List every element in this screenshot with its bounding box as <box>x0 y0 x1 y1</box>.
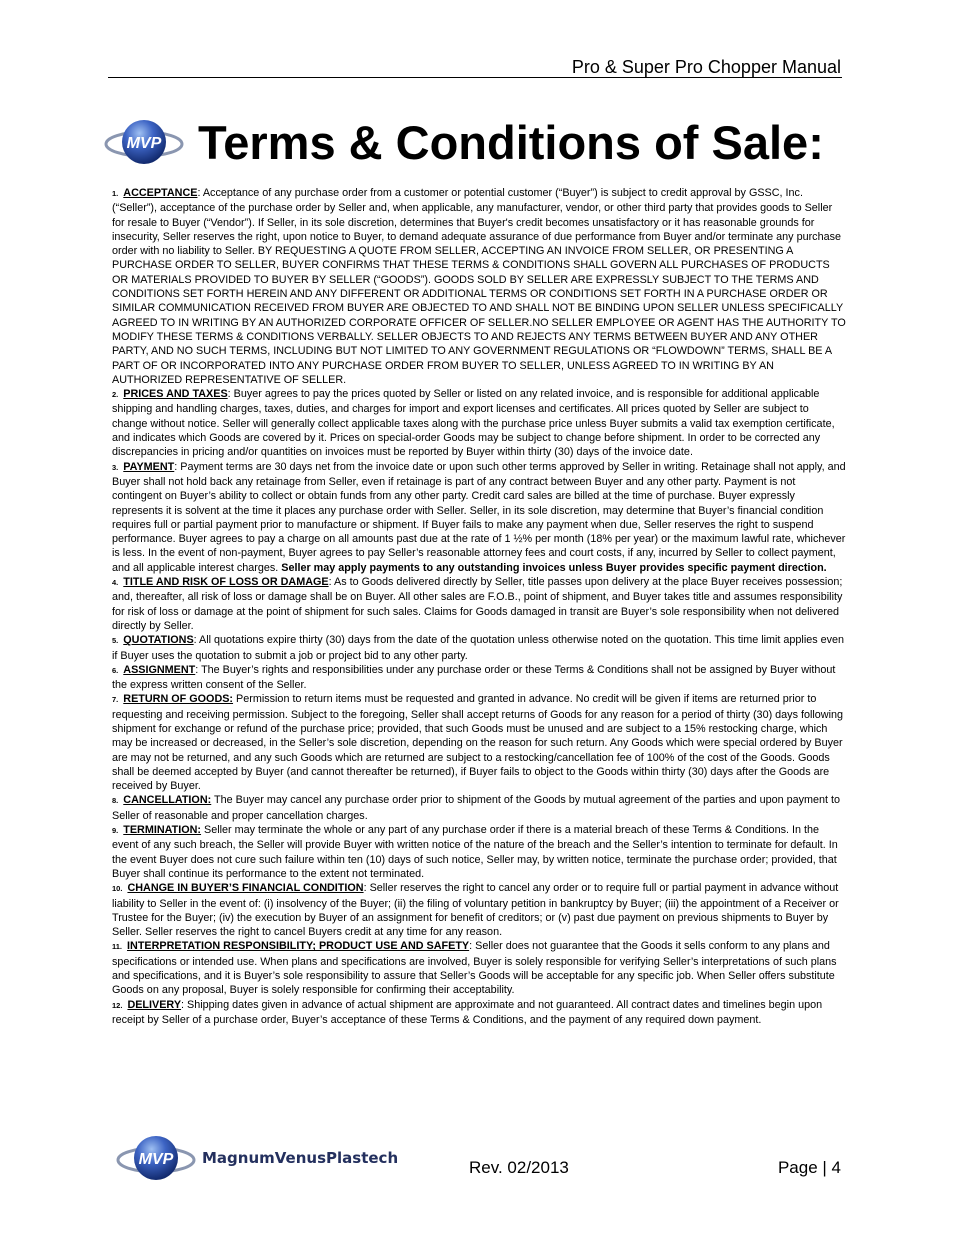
term-item <box>112 663 846 693</box>
term-body: All quotations expire thirty (30) days from the date of the quotation unless otherwise noted on the quotation. This time limit applies even if Buyer uses the quotation to submit a job or project bid to any other party. <box>112 634 845 662</box>
term-item <box>112 387 846 459</box>
term-separator: : <box>193 634 200 647</box>
term-heading: RETURN OF GOODS: <box>123 693 234 706</box>
term-number: 12. <box>112 1000 123 1010</box>
term-heading: INTERPRETATION RESPONSIBILITY; PRODUCT USE AND SAFETY <box>127 940 470 953</box>
term-separator: : <box>174 460 181 473</box>
term-number: 1. <box>112 189 119 198</box>
title-row <box>104 112 824 172</box>
term-number: 11. <box>112 942 123 952</box>
term-body: Seller reserves the right to cancel any order or to require full or partial payment in advance without liability to Seller in the event of: (i) insolvency of the Buyer; (ii) the filing of voluntary petition in bankruptcy by Buyer; (iii) the appointment of a Receiver or Trustee for the Buyer; (iv) the execution by Buyer of an assignment for benefit of creditors; or (v) past due payment on previous shipments to Buyer by Seller. Seller reserves the right to cancel Buyers credit at any time for any reason. <box>112 882 839 939</box>
term-body: Buyer agrees to pay the prices quoted by Seller or listed on any related invoice, and is responsible for additional applicable shipping and handling charges, taxes, duties, and charges for import and export licenses and certificates. All prices quoted by Seller are subject to change without notice. Seller will generally collect applicable taxes along with the purchase price unless Buyer submits a valid tax exemption certificate, and indicates which Goods are covered by it. Prices on special-order Goods may be subject to change before shipment. In order to be corrected any discrepancies in pricing and/or quantities on invoices must be reported by Buyer within thirty (30) days of the invoice date. <box>112 388 835 459</box>
term-body: The Buyer’s rights and responsibilities under any purchase order or these Terms & Conditions shall not be assigned by Buyer without the express written consent of the Seller. <box>112 663 836 692</box>
term-body: Seller may terminate the whole or any part of any purchase order if there is a material breach of these Terms & Conditions. In the event of any such breach, the Seller will provide Buyer with written notice of the nature of the breach and the Seller’s intention to terminate for default. In the event Buyer does not cure such failure within ten (10) days of such notice, Seller may, by written notice, terminate the purchase order; provided, that Buyer shall continue its performance to the extent not terminated. <box>112 824 838 880</box>
logo-text: MVP <box>126 135 162 152</box>
terms-list <box>112 186 846 1027</box>
footer-brand: MagnumVenusPlastech <box>202 1149 399 1167</box>
term-number: 8. <box>112 796 119 806</box>
term-separator: : <box>195 663 202 676</box>
term-body: The Buyer may cancel any purchase order prior to shipment of the Goods by mutual agreement of the parties and upon payment to Seller of reasonable and proper cancellation charges. <box>112 794 841 822</box>
term-number: 2. <box>112 390 119 400</box>
term-heading: ACCEPTANCE <box>123 187 198 199</box>
term-item <box>112 939 846 997</box>
term-item <box>112 186 846 387</box>
term-separator: : <box>227 388 234 401</box>
term-number: 3. <box>112 462 119 472</box>
mvp-logo-icon <box>104 117 186 167</box>
term-separator: : <box>197 187 203 199</box>
manual-title: Pro & Super Pro Chopper Manual <box>571 57 841 77</box>
footer-logo-text: MVP <box>138 1151 174 1168</box>
term-item <box>112 823 846 881</box>
term-number: 6. <box>112 665 119 675</box>
footer-page-number: Page | 4 <box>777 1158 841 1177</box>
term-item <box>112 633 846 663</box>
footer-logo <box>116 1133 398 1183</box>
footer-revision: Rev. 02/2013 <box>469 1158 569 1177</box>
term-number: 4. <box>112 578 119 588</box>
term-item <box>112 575 846 633</box>
term-number: 10. <box>112 884 123 894</box>
term-body: As to Goods delivered directly by Seller, title passes upon delivery at the place Buyer receives possession; and, thereafter, all risk of loss or damage shall be on Buyer. All other sales are F.O.B., point of shipment, and Buyer takes title and assumes responsibility for risk of loss or damage at the point of shipment for such sales. Claims for Goods damaged in transit are Buyer’s sole responsibility when not delivered directly by Seller. <box>112 576 843 632</box>
term-heading: CANCELLATION: <box>123 794 212 807</box>
term-number: 7. <box>112 695 119 705</box>
term-item <box>112 793 846 823</box>
term-body: Payment terms are 30 days net from the invoice date or upon such other terms approved by Seller in writing. Retainage shall not apply, and Buyer shall not hold back any retainage from Seller, even if retainage is part of any contract between Buyer and any other party. Payment is not contingent on Buyer’s ability to collect or obtain funds from any other party. Credit card sales are billed at the time of purchase. Buyer expressly represents it is solvent at the time it places any purchase order with Seller. Seller, in its sole discretion, may determine that Buyer’s financial condition requires full or partial payment prior to manufacture or shipment. If Buyer fails to make any payment when due, Seller reserves the right to suspend performance. Buyer agrees to pay a charge on all amounts past due at the rate of 1 ½% per month (18% per year) or the maximum lawful rate, whichever is less. In the event of non-payment, Buyer agrees to pay Seller’s reasonable attorney fees and court costs, if any, incurred by Seller to collect payment, and all applicable interest charges. <box>112 460 846 574</box>
term-heading: PAYMENT <box>123 460 175 473</box>
term-heading: QUOTATIONS <box>123 634 194 647</box>
header-rule <box>108 77 842 78</box>
term-heading: TITLE AND RISK OF LOSS OR DAMAGE <box>123 576 329 589</box>
term-item <box>112 460 846 575</box>
term-body: Permission to return items must be requested and granted in advance. No credit will be given if items are returned prior to requesting and receiving permission. Subject to the foregoing, Seller shall accept returns of Goods for any reason for a period of thirty (30) days following shipment for exchange or refund of the purchase price; provided, that such Goods must be unused and are subject to a 15% restocking charge, which may be increased or decreased, in the Seller’s sole discretion, depending on the reason for such return. Any Goods which were special ordered by Buyer are may not be returned, and any such Goods which are returned are subject to a restocking/cancellation fee of 100% of the cost of the Goods. Goods shall be deemed accepted by Buyer (and cannot thereafter be returned), if Buyer fails to object to the Goods within thirty (30) days after the Goods are received by Buyer. <box>112 693 843 793</box>
term-separator: : <box>181 998 188 1011</box>
term-separator: : <box>363 882 370 895</box>
term-heading: DELIVERY <box>127 998 182 1011</box>
term-number: 9. <box>112 826 119 836</box>
term-heading: PRICES AND TAXES <box>123 388 228 401</box>
term-item <box>112 998 846 1028</box>
term-separator: : <box>469 940 476 953</box>
page-title: Terms & Conditions of Sale: <box>198 115 824 169</box>
term-heading: ASSIGNMENT <box>123 663 196 676</box>
term-body: Shipping dates given in advance of actual shipment are approximate and not guaranteed. All contract dates and timelines begin upon receipt by Seller of a purchase order, Buyer’s acceptance of these Terms & Conditions, and the payment of any required down payment. <box>112 998 823 1026</box>
term-item <box>112 881 846 939</box>
term-heading: TERMINATION: <box>123 824 202 837</box>
term-item <box>112 692 846 793</box>
term-separator: : <box>328 576 335 589</box>
term-body: Acceptance of any purchase order from a customer or potential customer (“Buyer”) is subject to credit approval by GSSC, Inc. (“Seller”), acceptance of the purchase order by Seller and, when applicable, any manufacturer, vendor, or other third party that provides goods to Seller for resale to Buyer (“Vendor”). If Seller, in its sole discretion, determines that Buyer's credit becomes unsatisfactory or it has reasonable grounds for insecurity, Seller reserves the right, upon notice to Buyer, to demand adequate assurance of due performance from Buyer and/or terminate any purchase order with no liability to Seller. BY REQUESTING A QUOTE FROM SELLER, ACCEPTING AN INVOICE FROM SELLER, OR PRESENTING A PURCHASE ORDER TO SELLER, BUYER CONFIRMS THAT THESE TERMS & CONDITIONS SHALL GOVERN ALL PURCHASES OF PRODUCTS OR MATERIALS PROVIDED TO BUYER BY SELLER (“GOODS”). GOODS SOLD BY SELLER ARE EXPRESSLY SUBJECT TO THE TERMS AND CONDITIONS SET FORTH HEREIN AND ANY DIFFERENT OR ADDITIONAL TERMS OR CONDITIONS SET FORTH IN A PURCHASE ORDER OR SIMILAR COMMUNICATION RECEIVED FROM BUYER ARE OBJECTED TO AND SHALL NOT BE BINDING UPON SELLER UNLESS SPECIFICALLY AGREED TO IN WRITING BY AN AUTHORIZED CORPORATE OFFICER OF SELLER.NO SELLER EMPLOYEE OR AGENT HAS THE AUTHORITY TO MODIFY THESE TERMS & CONDITIONS VERBALLY. SELLER OBJECTS TO AND REJECTS ANY TERMS BETWEEN BUYER AND ANY OTHER PARTY, AND NO SUCH TERMS, INCLUDING BUT NOT LIMITED TO ANY GOVERNMENT REGULATIONS OR “FLOWDOWN” TERMS, SHALL BE A PART OF OR INCORPORATED INTO ANY PURCHASE ORDER FROM BUYER TO SELLER, UNLESS AGREED TO IN WRITING BY AN AUTHORIZED REPRESENTATIVE OF SELLER. <box>112 187 846 386</box>
term-number: 5. <box>112 636 119 646</box>
term-bold-tail: Seller may apply payments to any outstanding invoices unless Buyer provides specific payment direction. <box>281 561 827 574</box>
term-body: Seller does not guarantee that the Goods it sells conform to any plans and specifications or intended use. When plans and specifications are involved, Buyer is solely responsible for verifying Seller’s interpretations of such plans and specifications, and it is Buyer’s sole responsibility to assure that Seller’s Goods will be acceptable for any specific job. When Seller offers substitute Goods on any proposal, Buyer is solely responsible for confirming their acceptability. <box>112 940 837 997</box>
term-heading: CHANGE IN BUYER’S FINANCIAL CONDITION <box>127 882 364 895</box>
mvp-footer-logo-icon <box>116 1133 198 1183</box>
